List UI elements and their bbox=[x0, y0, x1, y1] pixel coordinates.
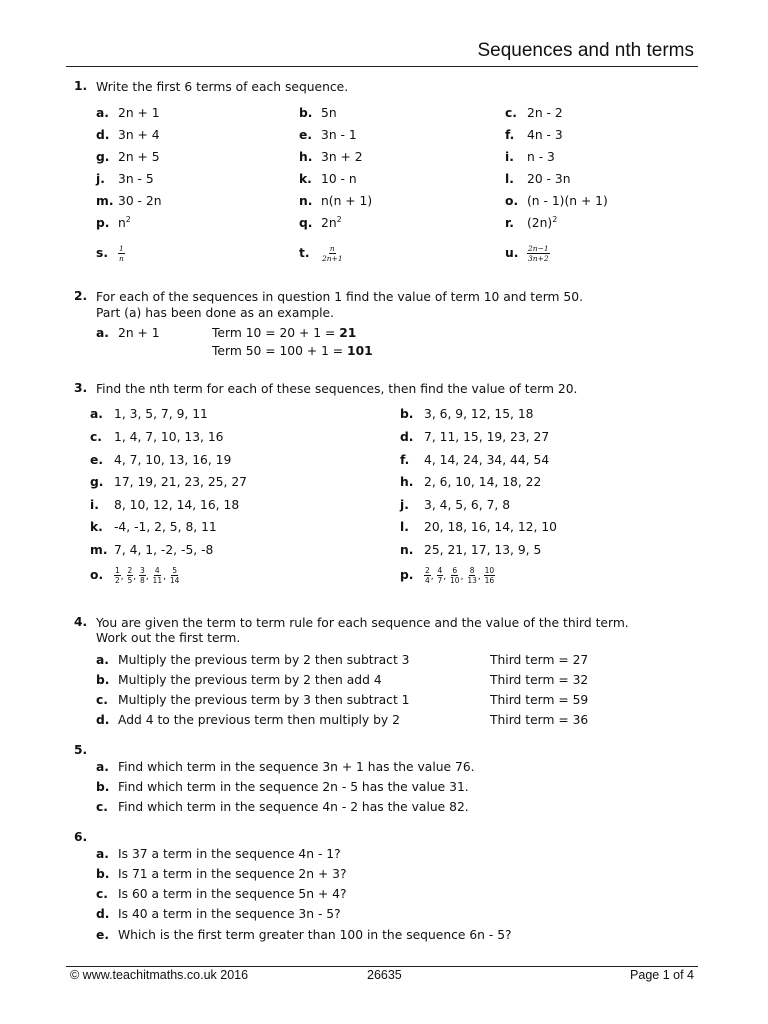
item-label: f. bbox=[505, 128, 515, 142]
question-2-line-2: Part (a) has been done as an example. bbox=[96, 306, 335, 320]
item-expression: 3n + 2 bbox=[321, 150, 363, 164]
item-label: c. bbox=[96, 887, 108, 901]
item-sequence: 7, 11, 15, 19, 23, 27 bbox=[424, 430, 550, 444]
q4-third-term: Third term = 32 bbox=[490, 673, 589, 687]
q3-item bbox=[400, 430, 549, 444]
item-label: l. bbox=[505, 172, 514, 186]
item-sequence: 7, 4, 1, -2, -5, -8 bbox=[114, 543, 214, 557]
item-label: p. bbox=[400, 568, 414, 582]
fraction-numerator: 3 bbox=[140, 566, 145, 575]
question-1-text: Write the first 6 terms of each sequence. bbox=[96, 80, 349, 94]
separator: , bbox=[443, 572, 450, 582]
fraction-numerator: 2 bbox=[127, 566, 133, 575]
q3-item bbox=[90, 543, 213, 557]
q1-item bbox=[96, 128, 160, 142]
q6-item bbox=[96, 928, 512, 942]
q1-item bbox=[299, 216, 342, 230]
q4-third-term: Third term = 36 bbox=[490, 713, 589, 727]
q1-item bbox=[96, 244, 125, 263]
item-text: Is 40 a term in the sequence 3n - 5? bbox=[118, 907, 341, 921]
q6-item bbox=[96, 887, 347, 901]
q5-item bbox=[96, 800, 469, 814]
item-label: c. bbox=[505, 106, 517, 120]
q4-third-term: Third term = 27 bbox=[490, 653, 589, 667]
fraction-numerator: 5 bbox=[172, 566, 177, 575]
question-4-number: 4. bbox=[74, 615, 88, 629]
item-sequence: 3, 6, 9, 12, 15, 18 bbox=[424, 407, 534, 421]
example-term-50 bbox=[212, 344, 373, 358]
item-rule: Multiply the previous term by 3 then subtract 1 bbox=[118, 693, 410, 707]
q3-item bbox=[90, 453, 231, 467]
q6-item bbox=[96, 847, 341, 861]
item-expression: 2n bbox=[321, 216, 337, 230]
fraction-denominator: 11 bbox=[152, 576, 163, 585]
item-text: Is 71 a term in the sequence 2n + 3? bbox=[118, 867, 347, 881]
q3-fraction-item bbox=[400, 566, 495, 585]
q1-item bbox=[96, 106, 160, 120]
item-label: c. bbox=[96, 800, 108, 814]
fraction-denominator: 14 bbox=[169, 576, 180, 585]
example-term-10-result: 21 bbox=[339, 326, 357, 340]
fraction bbox=[424, 566, 431, 585]
question-3-number: 3. bbox=[74, 381, 88, 395]
q1-item bbox=[505, 194, 608, 208]
item-sequence: 1, 3, 5, 7, 9, 11 bbox=[114, 407, 208, 421]
item-label: b. bbox=[400, 407, 414, 421]
item-label: e. bbox=[299, 128, 313, 142]
item-text: Find which term in the sequence 4n - 2 has the value 82. bbox=[118, 800, 469, 814]
fraction-numerator: 2n−1 bbox=[528, 244, 549, 253]
fraction bbox=[169, 566, 181, 585]
item-label: u. bbox=[505, 246, 519, 260]
footer-copyright: © www.teachitmaths.co.uk 2016 bbox=[70, 968, 249, 982]
item-expression: n - 3 bbox=[527, 150, 555, 164]
q1-item bbox=[96, 172, 154, 186]
item-label: a. bbox=[90, 407, 103, 421]
item-label: b. bbox=[96, 780, 110, 794]
q1-item bbox=[505, 244, 550, 263]
q3-item bbox=[400, 543, 541, 557]
q3-fraction-item bbox=[90, 566, 180, 585]
q3-item bbox=[400, 520, 557, 534]
q3-item bbox=[400, 498, 510, 512]
item-label: b. bbox=[96, 867, 110, 881]
item-expression: 3n + 4 bbox=[118, 128, 160, 142]
q3-item bbox=[400, 407, 534, 421]
question-5-number: 5. bbox=[74, 743, 88, 757]
item-label: g. bbox=[90, 475, 104, 489]
question-4-line-1: You are given the term to term rule for each sequence and the value of the third term. bbox=[96, 616, 629, 630]
fraction bbox=[114, 566, 121, 585]
item-label: r. bbox=[505, 216, 514, 230]
item-sequence: 17, 19, 21, 23, 25, 27 bbox=[114, 475, 247, 489]
fraction bbox=[152, 566, 164, 585]
item-label: a. bbox=[96, 653, 109, 667]
item-label: k. bbox=[90, 520, 103, 534]
fraction bbox=[466, 566, 478, 585]
item-label: n. bbox=[400, 543, 414, 557]
item-label: a. bbox=[96, 326, 109, 340]
question-2-number: 2. bbox=[74, 289, 88, 303]
header-rule bbox=[66, 66, 698, 67]
item-label: q. bbox=[299, 216, 313, 230]
fraction-numerator: n bbox=[329, 244, 335, 253]
fraction-denominator: 7 bbox=[437, 576, 443, 585]
fraction-denominator: 5 bbox=[127, 576, 133, 585]
item-sequence: 3, 4, 5, 6, 7, 8 bbox=[424, 498, 511, 512]
q3-item bbox=[90, 498, 239, 512]
fraction-numerator: 8 bbox=[469, 566, 475, 575]
question-4-line-2: Work out the first term. bbox=[96, 631, 241, 645]
item-expression: 30 - 2n bbox=[118, 194, 162, 208]
item-label: b. bbox=[299, 106, 313, 120]
item-sequence: 4, 7, 10, 13, 16, 19 bbox=[114, 453, 232, 467]
item-label: e. bbox=[90, 453, 104, 467]
item-sequence: 20, 18, 16, 14, 12, 10 bbox=[424, 520, 557, 534]
item-expression: 20 - 3n bbox=[527, 172, 571, 186]
item-label: t. bbox=[299, 246, 310, 260]
item-text: Find which term in the sequence 2n - 5 has the value 31. bbox=[118, 780, 469, 794]
example-term-50-result: 101 bbox=[347, 344, 373, 358]
item-expression: (2n) bbox=[527, 216, 553, 230]
item-label: j. bbox=[96, 172, 105, 186]
q1-item bbox=[505, 128, 563, 142]
item-label: b. bbox=[96, 673, 110, 687]
item-sequence: -4, -1, 2, 5, 8, 11 bbox=[114, 520, 217, 534]
fraction-denominator: 10 bbox=[450, 576, 460, 585]
footer-page-number: Page 1 of 4 bbox=[630, 968, 694, 982]
separator: , bbox=[133, 572, 140, 582]
question-2-line-1: For each of the sequences in question 1 find the value of term 10 and term 50. bbox=[96, 290, 583, 304]
fraction-numerator: 4 bbox=[437, 566, 443, 575]
item-label: s. bbox=[96, 246, 108, 260]
item-label: a. bbox=[96, 760, 109, 774]
item-expression: 2n + 5 bbox=[118, 150, 160, 164]
item-label: j. bbox=[400, 498, 409, 512]
fraction-numerator: 6 bbox=[452, 566, 458, 575]
footer-rule bbox=[66, 966, 698, 967]
q3-item bbox=[90, 430, 224, 444]
item-expression: 3n - 1 bbox=[321, 128, 357, 142]
fraction-denominator: n bbox=[119, 254, 124, 263]
question-3-text: Find the nth term for each of these sequences, then find the value of term 20. bbox=[96, 382, 578, 396]
q3-item bbox=[90, 520, 217, 534]
separator: , bbox=[163, 572, 169, 582]
item-label: i. bbox=[505, 150, 514, 164]
q1-item bbox=[505, 106, 563, 120]
q1-item bbox=[299, 128, 357, 142]
q5-item bbox=[96, 780, 469, 794]
item-expression: n(n + 1) bbox=[321, 194, 373, 208]
item-sequence: 1, 4, 7, 10, 13, 16 bbox=[114, 430, 224, 444]
fraction-numerator: 2 bbox=[425, 566, 430, 575]
separator: , bbox=[460, 572, 467, 582]
item-label: k. bbox=[299, 172, 312, 186]
q6-item bbox=[96, 867, 347, 881]
footer bbox=[70, 968, 698, 982]
fraction-denominator: 16 bbox=[484, 576, 495, 585]
item-label: c. bbox=[90, 430, 102, 444]
fraction bbox=[118, 244, 125, 263]
q3-item bbox=[90, 407, 208, 421]
q3-item bbox=[400, 453, 549, 467]
fraction bbox=[527, 244, 550, 263]
item-label: p. bbox=[96, 216, 110, 230]
item-label: o. bbox=[90, 568, 104, 582]
example-term-10-text: Term 10 = 20 + 1 = bbox=[212, 326, 340, 340]
fraction-denominator: 3n+2 bbox=[528, 254, 549, 263]
item-expression: 2n + 1 bbox=[118, 106, 160, 120]
fraction-denominator: 13 bbox=[467, 576, 477, 585]
item-label: d. bbox=[400, 430, 414, 444]
q1-item bbox=[505, 150, 555, 164]
item-text: Find which term in the sequence 3n + 1 has the value 76. bbox=[118, 760, 475, 774]
fraction-numerator: 4 bbox=[154, 566, 160, 575]
separator: , bbox=[120, 572, 127, 582]
item-rule: Multiply the previous term by 2 then subtract 3 bbox=[118, 653, 410, 667]
item-label: d. bbox=[96, 713, 110, 727]
item-label: d. bbox=[96, 128, 110, 142]
item-label: h. bbox=[400, 475, 414, 489]
q5-item bbox=[96, 760, 475, 774]
item-sequence: 25, 21, 17, 13, 9, 5 bbox=[424, 543, 542, 557]
q3-item bbox=[400, 475, 541, 489]
separator: , bbox=[430, 572, 437, 582]
fraction-numerator: 10 bbox=[484, 566, 495, 575]
q1-item bbox=[96, 216, 131, 230]
question-1-number: 1. bbox=[74, 79, 88, 93]
q4-item bbox=[96, 653, 410, 667]
separator: , bbox=[477, 572, 484, 582]
item-rule: Multiply the previous term by 2 then add 4 bbox=[118, 673, 382, 687]
item-exponent: 2 bbox=[125, 215, 131, 224]
item-expression: 2n - 2 bbox=[527, 106, 563, 120]
example-expression: 2n + 1 bbox=[118, 326, 160, 340]
q1-item bbox=[299, 194, 372, 208]
q1-item bbox=[96, 194, 162, 208]
item-label: l. bbox=[400, 520, 409, 534]
fraction-denominator: 2n+1 bbox=[322, 254, 343, 263]
q1-item bbox=[505, 216, 557, 230]
item-label: n. bbox=[299, 194, 313, 208]
item-expression: 10 - n bbox=[321, 172, 357, 186]
q4-item bbox=[96, 713, 400, 727]
example-term-50-text: Term 50 = 100 + 1 = bbox=[212, 344, 348, 358]
item-label: i. bbox=[90, 498, 99, 512]
page-title: Sequences and nth terms bbox=[477, 40, 694, 61]
fraction-denominator: 4 bbox=[425, 576, 430, 585]
q1-item bbox=[299, 172, 357, 186]
item-expression: 3n - 5 bbox=[118, 172, 154, 186]
q4-item bbox=[96, 673, 382, 687]
q1-item bbox=[96, 150, 160, 164]
item-label: a. bbox=[96, 106, 109, 120]
fraction bbox=[321, 244, 344, 263]
item-label: a. bbox=[96, 847, 109, 861]
item-label: m. bbox=[96, 194, 114, 208]
q4-third-term: Third term = 59 bbox=[490, 693, 589, 707]
item-expression: n bbox=[118, 216, 126, 230]
item-rule: Add 4 to the previous term then multiply by 2 bbox=[118, 713, 400, 727]
item-text: Is 60 a term in the sequence 5n + 4? bbox=[118, 887, 347, 901]
fraction-denominator: 2 bbox=[115, 576, 120, 585]
fraction bbox=[449, 566, 461, 585]
item-sequence: 4, 14, 24, 34, 44, 54 bbox=[424, 453, 550, 467]
item-sequence: 2, 6, 10, 14, 18, 22 bbox=[424, 475, 542, 489]
item-exponent: 2 bbox=[552, 215, 558, 224]
item-label: o. bbox=[505, 194, 519, 208]
fraction bbox=[484, 566, 496, 585]
fraction-numerator: 1 bbox=[115, 566, 120, 575]
example-term-10 bbox=[212, 326, 356, 340]
item-sequence: 8, 10, 12, 14, 16, 18 bbox=[114, 498, 240, 512]
item-text: Which is the first term greater than 100 in the sequence 6n - 5? bbox=[118, 928, 512, 942]
q1-item bbox=[299, 106, 337, 120]
separator: , bbox=[145, 572, 152, 582]
item-expression: 5n bbox=[321, 106, 337, 120]
q3-item bbox=[90, 475, 247, 489]
question-6-number: 6. bbox=[74, 830, 88, 844]
item-label: e. bbox=[96, 928, 110, 942]
q4-item bbox=[96, 693, 410, 707]
q6-item bbox=[96, 907, 341, 921]
fraction-numerator: 1 bbox=[119, 244, 124, 253]
item-text: Is 37 a term in the sequence 4n - 1? bbox=[118, 847, 341, 861]
fraction-denominator: 8 bbox=[140, 576, 145, 585]
q1-item bbox=[299, 244, 344, 263]
q1-item bbox=[505, 172, 571, 186]
item-label: g. bbox=[96, 150, 110, 164]
item-exponent: 2 bbox=[336, 215, 342, 224]
footer-code: 26635 bbox=[367, 968, 402, 982]
q1-item bbox=[299, 150, 363, 164]
item-label: c. bbox=[96, 693, 108, 707]
item-label: f. bbox=[400, 453, 410, 467]
item-label: d. bbox=[96, 907, 110, 921]
item-expression: 4n - 3 bbox=[527, 128, 563, 142]
fraction bbox=[139, 566, 146, 585]
item-label: h. bbox=[299, 150, 313, 164]
item-expression: (n - 1)(n + 1) bbox=[527, 194, 608, 208]
item-label: m. bbox=[90, 543, 108, 557]
